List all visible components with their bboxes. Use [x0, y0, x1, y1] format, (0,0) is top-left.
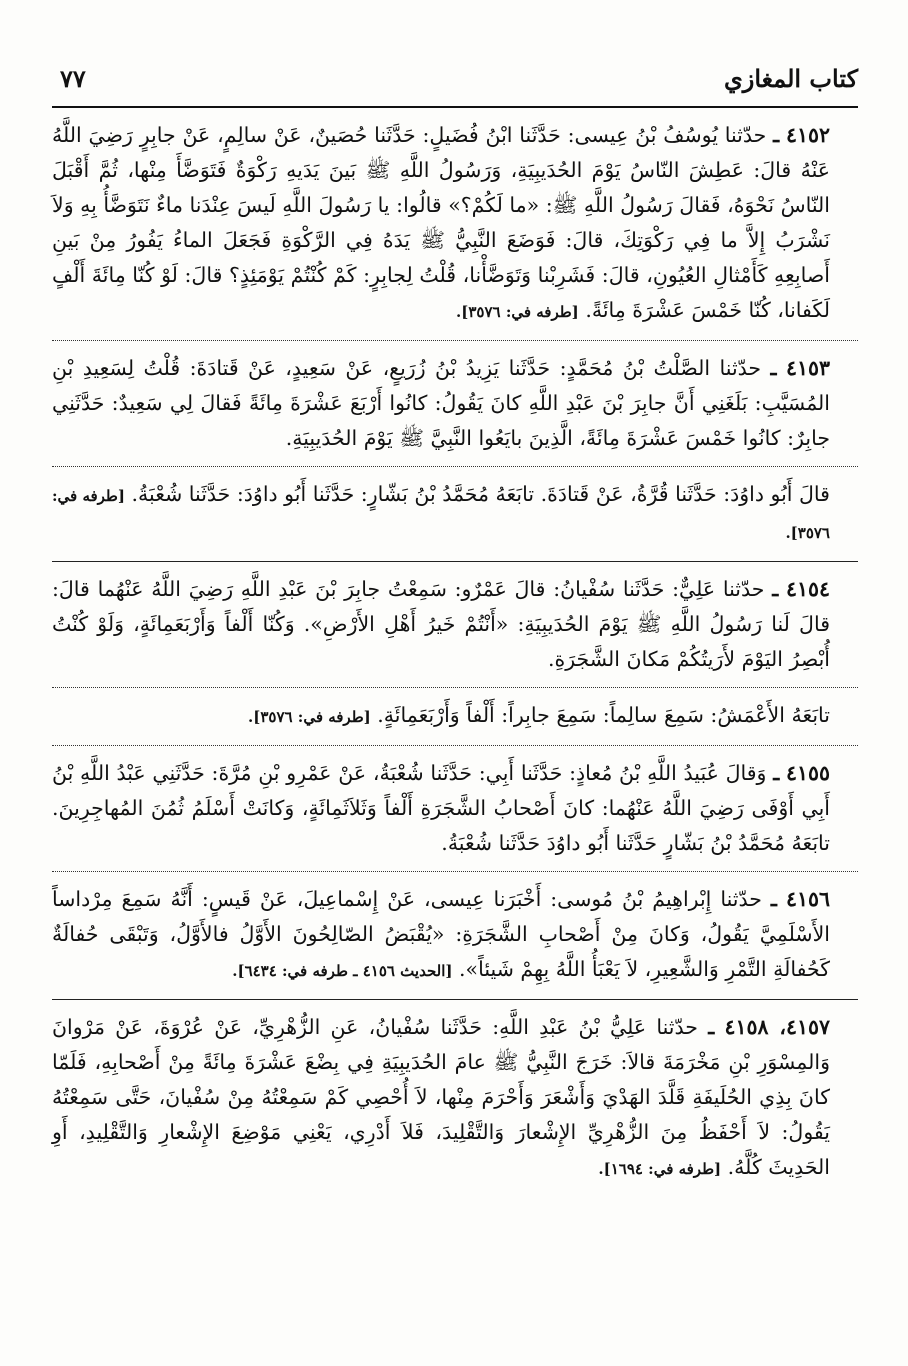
hadith-4156 — [52, 882, 858, 989]
hadith-text: حدّثنا عَلِيُّ بْنُ عَبْدِ اللَّهِ: حَدَّثَنا سُفْيانُ، عَنِ الزُّهْرِيِّ، عَنْ عُرْوَةَ، عَنْ مَرْوانَ وَالمِسْوَرِ بْنِ مَخْرَمَةَ قالاَ: خَرَجَ النَّبِيُّ ﷺ عامَ الحُدَيبِيَةِ فِي بِضْعَ عَشْرَةَ مِائَةً مِنْ أَصْحابِهِ، فَلَمّا كانَ بِذِي الحُلَيفَةِ قَلَّدَ الهَدْيَ وَأَشْعَرَ وَأَحْرَمَ مِنْها، لاَ أُحْصِي كَمْ سَمِعْتُهُ مِنْ سُفْيانَ، حَتَّى سَمِعْتُهُ يَقُولُ: لاَ أَحْفَظُ مِنَ الزُّهْرِيِّ الإِشْعارَ وَالتَّقْلِيدَ، فَلاَ أَدْرِي، يَعْنِي مَوْضِعَ الإِشْعارِ وَالتَّقْلِيدِ، أَوِ الحَدِيثَ كُلَّهُ. — [52, 1015, 830, 1179]
page-number: ٧٧ — [60, 64, 86, 93]
separator-line — [52, 561, 858, 562]
hadith-4153-note — [52, 477, 858, 551]
hadith-number: ٤١٥٦ — [785, 887, 830, 911]
hadith-number: ٤١٥٢ — [785, 123, 830, 147]
hadith-text: حدّثنا إِبْراهِيمُ بْنُ مُوسى: أَخْبَرَنا عِيسى، عَنْ إِسْماعِيلَ، عَنْ قَيسٍ: أَنَّهُ سَمِعَ مِرْداساً الأَسْلَمِيَّ يَقُولُ، وَكانَ مِنْ أَصْحابِ الشَّجَرَةِ: «يُقْبَضُ الصّالِحُونَ الأَوَّلُ فالأَوَّلُ، وَتَبْقَى حُفالَةٌ كَحُفالَةِ التَّمْرِ وَالشَّعِيرِ، لاَ يَعْبَأُ اللَّهُ بِهِمْ شَيئاً». — [52, 887, 830, 981]
hadith-separator: ـ — [770, 887, 777, 911]
hadith-4152 — [52, 118, 858, 330]
separator-line — [52, 466, 858, 467]
hadith-separator: ـ — [773, 123, 780, 147]
hadith-text: حدّثنا الصَّلْتُ بْنُ مُحَمَّدٍ: حَدَّثَنا يَزِيدُ بْنُ زُرَيعٍ، عَنْ سَعِيدٍ، عَنْ قَتادَةَ: قُلْتُ لِسَعِيدِ بْنِ المُسَيَّبِ: بَلَغَنِي أَنَّ جابِرَ بْنَ عَبْدِ اللَّهِ كانَ يَقُولُ: كانُوا أَرْبَعَ عَشْرَةَ مِائَةً فَقالَ لِي سَعِيدٌ: حَدَّثَنِي جابِرٌ: كانُوا خَمْسَ عَشْرَةَ مِائَةً، الَّذِينَ بايَعُوا النَّبِيَّ ﷺ يَوْمَ الحُدَيبِيَةِ. — [52, 356, 830, 450]
hadith-reference: [طرفه في: ١٦٩٤]. — [598, 1160, 722, 1178]
hadith-4157-4158 — [52, 1010, 858, 1187]
page-header — [52, 60, 858, 106]
separator-line — [52, 745, 858, 746]
book-title: كتاب المغازي — [723, 64, 858, 93]
hadith-number: ٤١٥٣ — [785, 356, 830, 380]
note-text: قالَ أَبُو داوُدَ: حَدَّثَنا قُرَّةُ، عَنْ قَتادَةَ. تابَعَهُ مُحَمَّدُ بْنُ بَشّارٍ: حَدَّثَنا أَبُو داوُدَ: حَدَّثَنا شُعْبَةُ. — [131, 482, 830, 506]
hadith-4154 — [52, 572, 858, 677]
hadith-separator: ـ — [773, 761, 780, 785]
hadith-text: وَقالَ عُبَيدُ اللَّهِ بْنُ مُعاذٍ: حَدَّثَنا أَبِي: حَدَّثَنا شُعْبَةُ، عَنْ عَمْرِو بْنِ مُرَّةَ: حَدَّثَنِي عَبْدُ اللَّهِ بْنُ أَبِي أَوْفَى رَضِيَ اللَّهُ عَنْهُما: كانَ أَصْحابُ الشَّجَرَةِ أَلْفاً وَثَلاَثَمِائَةٍ، وَكانَتْ أَسْلَمُ ثُمُنَ المُهاجِرِينَ. تابَعَهُ مُحَمَّدُ بْنُ بَشّارٍ حَدَّثَنا أَبُو داوُدَ حَدَّثَنا شُعْبَةُ. — [52, 761, 830, 855]
separator-line — [52, 687, 858, 688]
header-rule — [52, 106, 858, 108]
hadith-separator: ـ — [770, 356, 777, 380]
hadith-number: ٤١٥٤ — [785, 577, 830, 601]
hadith-4153 — [52, 351, 858, 456]
note-text: تابَعَهُ الأَعْمَشُ: سَمِعَ سالِماً: سَمِعَ جابِراً: أَلْفاً وَأَرْبَعَمِائَةٍ. — [377, 703, 830, 727]
hadith-reference: [الحديث ٤١٥٦ ـ طرفه في: ٦٤٣٤]. — [232, 962, 453, 980]
separator-line — [52, 340, 858, 341]
hadith-text: حدّثنا عَلِيٌّ: حَدَّثَنا سُفْيانُ: قالَ عَمْرٌو: سَمِعْتُ جابِرَ بْنَ عَبْدِ اللَّهِ رَضِيَ اللَّهُ عَنْهُما قالَ: قالَ لَنا رَسُولُ اللَّهِ ﷺ يَوْمَ الحُدَيبِيَةِ: «أَنْتُمْ خَيرُ أَهْلِ الأَرْضِ». وَكُنّا أَلْفاً وَأَرْبَعَمِائَةٍ، وَلَوْ كُنْتُ أُبْصِرُ اليَوْمَ لأَرَيتُكُمْ مَكانَ الشَّجَرَةِ. — [52, 577, 830, 671]
page-body — [52, 118, 858, 1187]
hadith-separator: ـ — [772, 577, 779, 601]
hadith-4154-note — [52, 698, 858, 735]
note-reference: [طرفه في: ٣٥٧٦]. — [248, 708, 371, 726]
note-reference: [طرفه في: ٣٥٧٦]. — [52, 487, 830, 542]
hadith-4155 — [52, 756, 858, 861]
hadith-reference: [طرفه في: ٣٥٧٦]. — [456, 303, 579, 321]
separator-line — [52, 999, 858, 1000]
hadith-number: ٤١٥٥ — [785, 761, 830, 785]
hadith-text: حدّثنا يُوسُفُ بْنُ عِيسى: حَدَّثَنا ابْنُ فُضَيلٍ: حَدَّثَنا حُصَينٌ، عَنْ سالِمٍ، عَنْ جابِرٍ رَضِيَ اللَّهُ عَنْهُ قالَ: عَطِشَ النّاسُ يَوْمَ الحُدَيبِيَةِ، وَرَسُولُ اللَّهِ ﷺ بَينَ يَدَيهِ رَكْوَةٌ فَتَوَضَّأَ مِنْها، ثُمَّ أَقْبَلَ النّاسُ نَحْوَهُ، فَقالَ رَسُولُ اللَّهِ ﷺ: «ما لَكُمْ؟» قالُوا: يا رَسُولَ اللَّهِ لَيسَ عِنْدَنا ماءٌ نَتَوَضَّأُ بِهِ وَلاَ نَشْرَبُ إِلاَّ ما فِي رَكْوَتِكَ، قالَ: فَوَضَعَ النَّبِيُّ ﷺ يَدَهُ فِي الرَّكْوَةِ فَجَعَلَ الماءُ يَفُورُ مِنْ بَينِ أَصابِعِهِ كَأَمْثالِ العُيُونِ، قالَ: فَشَرِبْنا وَتَوَضَّأْنا، قُلْتُ لِجابِرٍ: كَمْ كُنْتُمْ يَوْمَئِذٍ؟ قالَ: لَوْ كُنّا مِائَةَ أَلْفٍ لَكَفانا، كُنّا خَمْسَ عَشْرَةَ مِائَةً. — [52, 123, 830, 322]
separator-line — [52, 871, 858, 872]
hadith-number: ٤١٥٧، ٤١٥٨ — [724, 1015, 830, 1039]
hadith-separator: ـ — [708, 1015, 715, 1039]
